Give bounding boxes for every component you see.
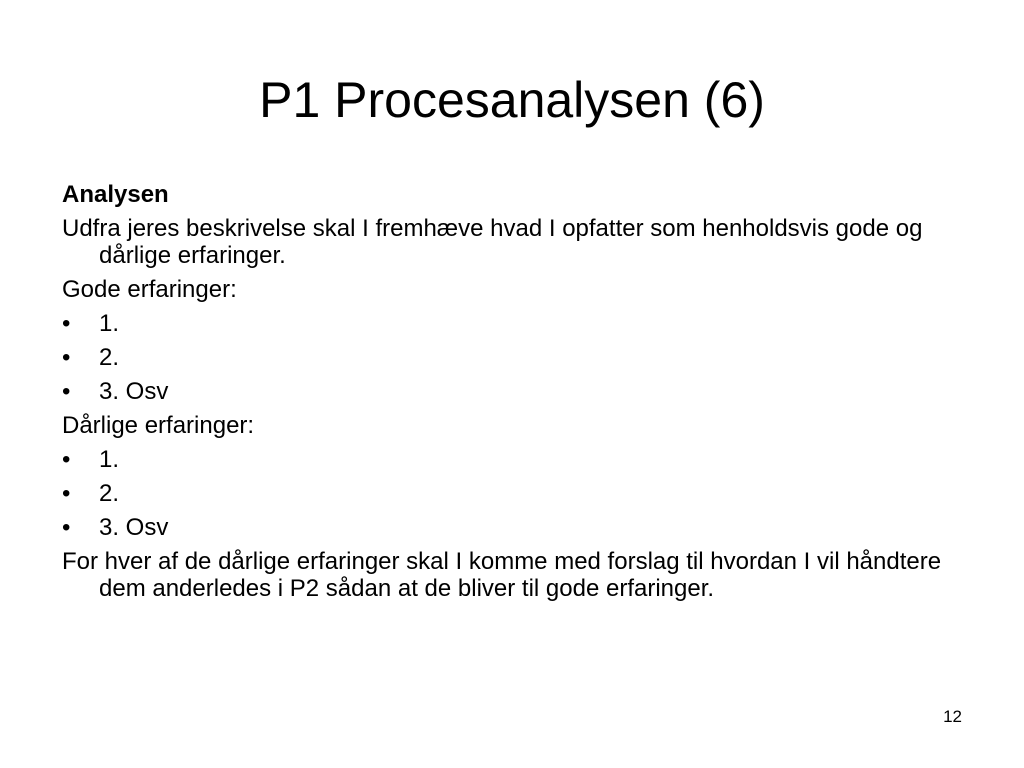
list-item xyxy=(62,310,962,337)
slide-title: P1 Procesanalysen (6) xyxy=(259,72,765,128)
list-item xyxy=(62,446,962,473)
good-experiences-list xyxy=(62,310,962,405)
bullet-icon: • xyxy=(62,446,71,473)
slide-number: 12 xyxy=(943,707,962,726)
list-item xyxy=(62,378,962,405)
intro-paragraph: Udfra jeres beskrivelse skal I fremhæve hvad I opfatter som henholdsvis gode og dårlige erfaringer. xyxy=(62,215,923,269)
bullet-icon: • xyxy=(62,480,71,507)
list-item-text: 1. xyxy=(99,446,120,473)
list-item xyxy=(62,344,962,371)
list-item-text: 2. xyxy=(99,480,120,507)
list-item xyxy=(62,480,962,507)
bad-experiences-list xyxy=(62,446,962,541)
bullet-icon: • xyxy=(62,344,71,371)
list-item-text: 3. Osv xyxy=(99,378,169,405)
closing-paragraph: For hver af de dårlige erfaringer skal I komme med forslag til hvordan I vil håndtere dem anderledes i P2 sådan at de bliver til gode erfaringer. xyxy=(62,548,942,602)
list-item-text: 2. xyxy=(99,344,120,371)
bullet-icon: • xyxy=(62,378,71,405)
list-item xyxy=(62,514,962,541)
list-item-text: 1. xyxy=(99,310,120,337)
slide-body xyxy=(62,181,962,609)
bullet-icon: • xyxy=(62,514,71,541)
good-experiences-label: Gode erfaringer: xyxy=(62,276,237,303)
section-heading: Analysen xyxy=(62,181,169,208)
bullet-icon: • xyxy=(62,310,71,337)
list-item-text: 3. Osv xyxy=(99,514,169,541)
bad-experiences-label: Dårlige erfaringer: xyxy=(62,412,255,439)
